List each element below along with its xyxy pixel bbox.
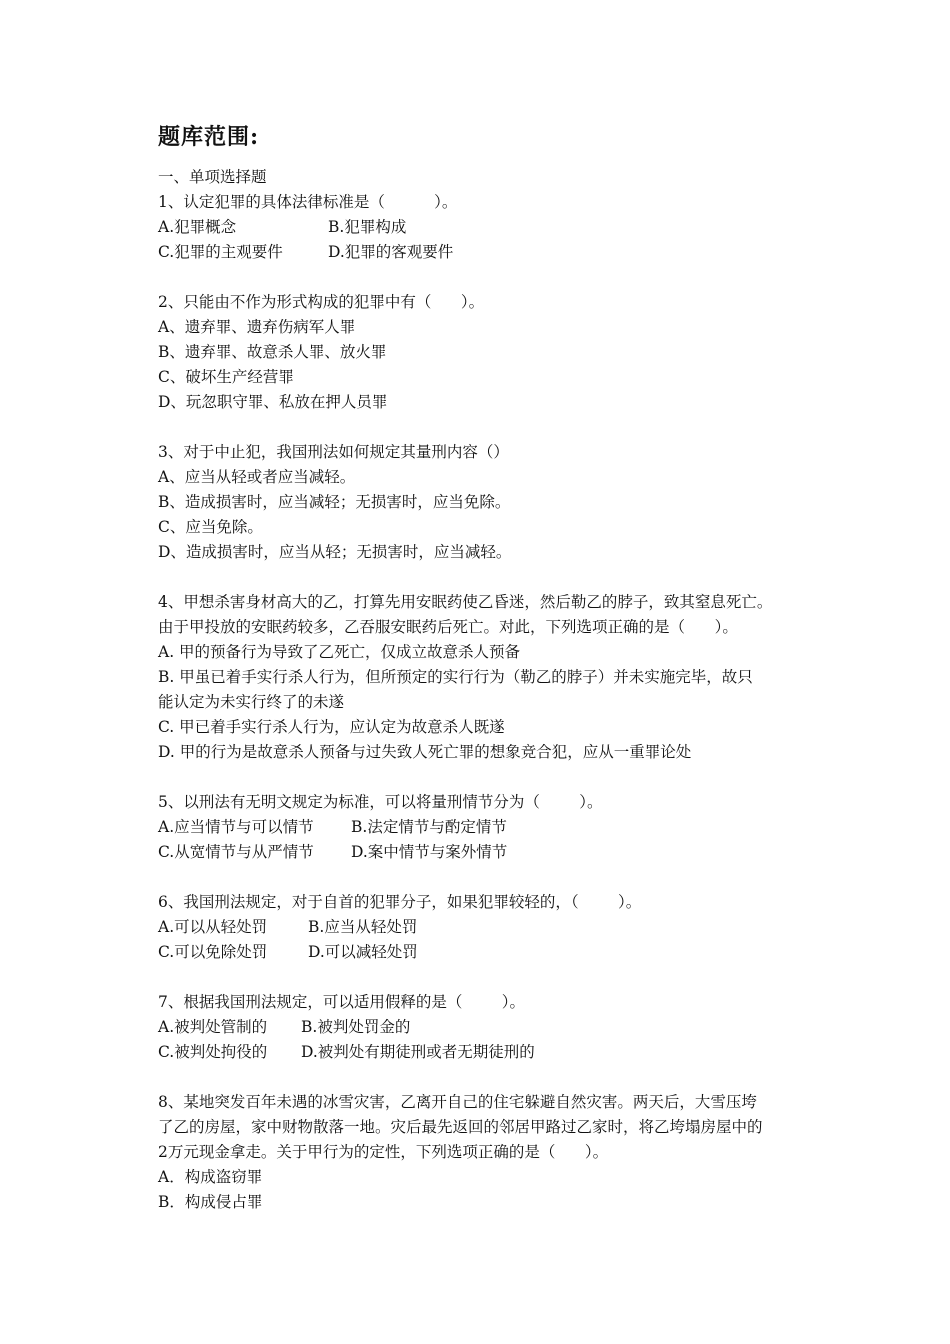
question-stem: 了乙的房屋，家中财物散落一地。灾后最先返回的邻居甲路过乙家时，将乙垮塌房屋中的 (158, 1118, 763, 1136)
option-d: D.可以减轻处罚 (308, 943, 418, 961)
option-d: D、造成损害时，应当从轻；无损害时，应当减轻。 (158, 543, 512, 561)
question-stem: 由于甲投放的安眠药较多，乙吞服安眠药后死亡。对此，下列选项正确的是（ ）。 (158, 618, 738, 636)
option-b: B.应当从轻处罚 (308, 918, 418, 936)
option-row (158, 240, 818, 265)
option-c: C.犯罪的主观要件 (158, 243, 283, 261)
question-3 (158, 440, 818, 565)
question-stem: 8、某地突发百年未遇的冰雪灾害，乙离开自己的住宅躲避自然灾害。两天后，大雪压垮 (158, 1093, 757, 1111)
option-d: D.案中情节与案外情节 (351, 843, 508, 861)
question-stem: 2万元现金拿走。关于甲行为的定性，下列选项正确的是（ ）。 (158, 1143, 609, 1161)
question-stem: 2、只能由不作为形式构成的犯罪中有（ ）。 (158, 293, 485, 311)
option-a: A. 甲的预备行为导致了乙死亡，仅成立故意杀人预备 (158, 643, 521, 661)
option-c: C、破坏生产经营罪 (158, 368, 294, 386)
question-1 (158, 190, 818, 265)
option-c: C. 甲已着手实行杀人行为，应认定为故意杀人既遂 (158, 718, 505, 736)
option-d: D. 甲的行为是故意杀人预备与过失致人死亡罪的想象竞合犯，应从一重罪论处 (158, 743, 692, 761)
option-b-continued: 能认定为未实行终了的未遂 (158, 693, 345, 711)
question-5 (158, 790, 818, 865)
option-b: B. 甲虽已着手实行杀人行为，但所预定的实行行为（勒乙的脖子）并未实施完毕，故只 (158, 668, 753, 686)
question-8 (158, 1090, 818, 1215)
option-row (158, 1040, 818, 1065)
option-c: C.从宽情节与从严情节 (158, 843, 314, 861)
option-c: C、应当免除。 (158, 518, 263, 536)
option-row (158, 815, 818, 840)
question-stem: 5、以刑法有无明文规定为标准，可以将量刑情节分为（ ）。 (158, 793, 603, 811)
option-c: C.可以免除处罚 (158, 943, 268, 961)
option-b: B.法定情节与酌定情节 (351, 818, 507, 836)
question-list (158, 165, 818, 1240)
option-row (158, 215, 818, 240)
option-a: A、遗弃罪、遗弃伤病军人罪 (158, 318, 356, 336)
question-2 (158, 290, 818, 415)
option-b: B、遗弃罪、故意杀人罪、放火罪 (158, 343, 387, 361)
option-d: D.被判处有期徒刑或者无期徒刑的 (301, 1043, 535, 1061)
option-b: B、造成损害时，应当减轻；无损害时，应当免除。 (158, 493, 511, 511)
question-stem: 7、根据我国刑法规定，可以适用假释的是（ ）。 (158, 993, 526, 1011)
question-stem: 6、我国刑法规定，对于自首的犯罪分子，如果犯罪较轻的，（ ）。 (158, 893, 642, 911)
option-a: A.犯罪概念 (158, 218, 237, 236)
question-4 (158, 590, 818, 765)
option-d: D.犯罪的客观要件 (328, 243, 454, 261)
page-title: 题库范围: (158, 124, 260, 150)
option-d: D、玩忽职守罪、私放在押人员罪 (158, 393, 388, 411)
option-b: B．构成侵占罪 (158, 1193, 263, 1211)
option-row (158, 915, 818, 940)
option-b: B.被判处罚金的 (301, 1018, 411, 1036)
option-row (158, 940, 818, 965)
option-b: B.犯罪构成 (328, 218, 407, 236)
option-a: A．构成盗窃罪 (158, 1168, 263, 1186)
option-a: A.被判处管制的 (158, 1018, 268, 1036)
question-7 (158, 990, 818, 1065)
question-stem: 3、对于中止犯，我国刑法如何规定其量刑内容（） (158, 443, 509, 461)
question-stem: 4、甲想杀害身材高大的乙，打算先用安眠药使乙昏迷，然后勒乙的脖子，致其窒息死亡。 (158, 593, 773, 611)
question-6 (158, 890, 818, 965)
option-row (158, 840, 818, 865)
question-stem: 1、认定犯罪的具体法律标准是（ ）。 (158, 193, 458, 211)
option-c: C.被判处拘役的 (158, 1043, 268, 1061)
option-a: A、应当从轻或者应当减轻。 (158, 468, 356, 486)
option-a: A.应当情节与可以情节 (158, 818, 314, 836)
option-row (158, 1015, 818, 1040)
option-a: A.可以从轻处罚 (158, 918, 268, 936)
section-title: 一、单项选择题 (158, 168, 267, 186)
